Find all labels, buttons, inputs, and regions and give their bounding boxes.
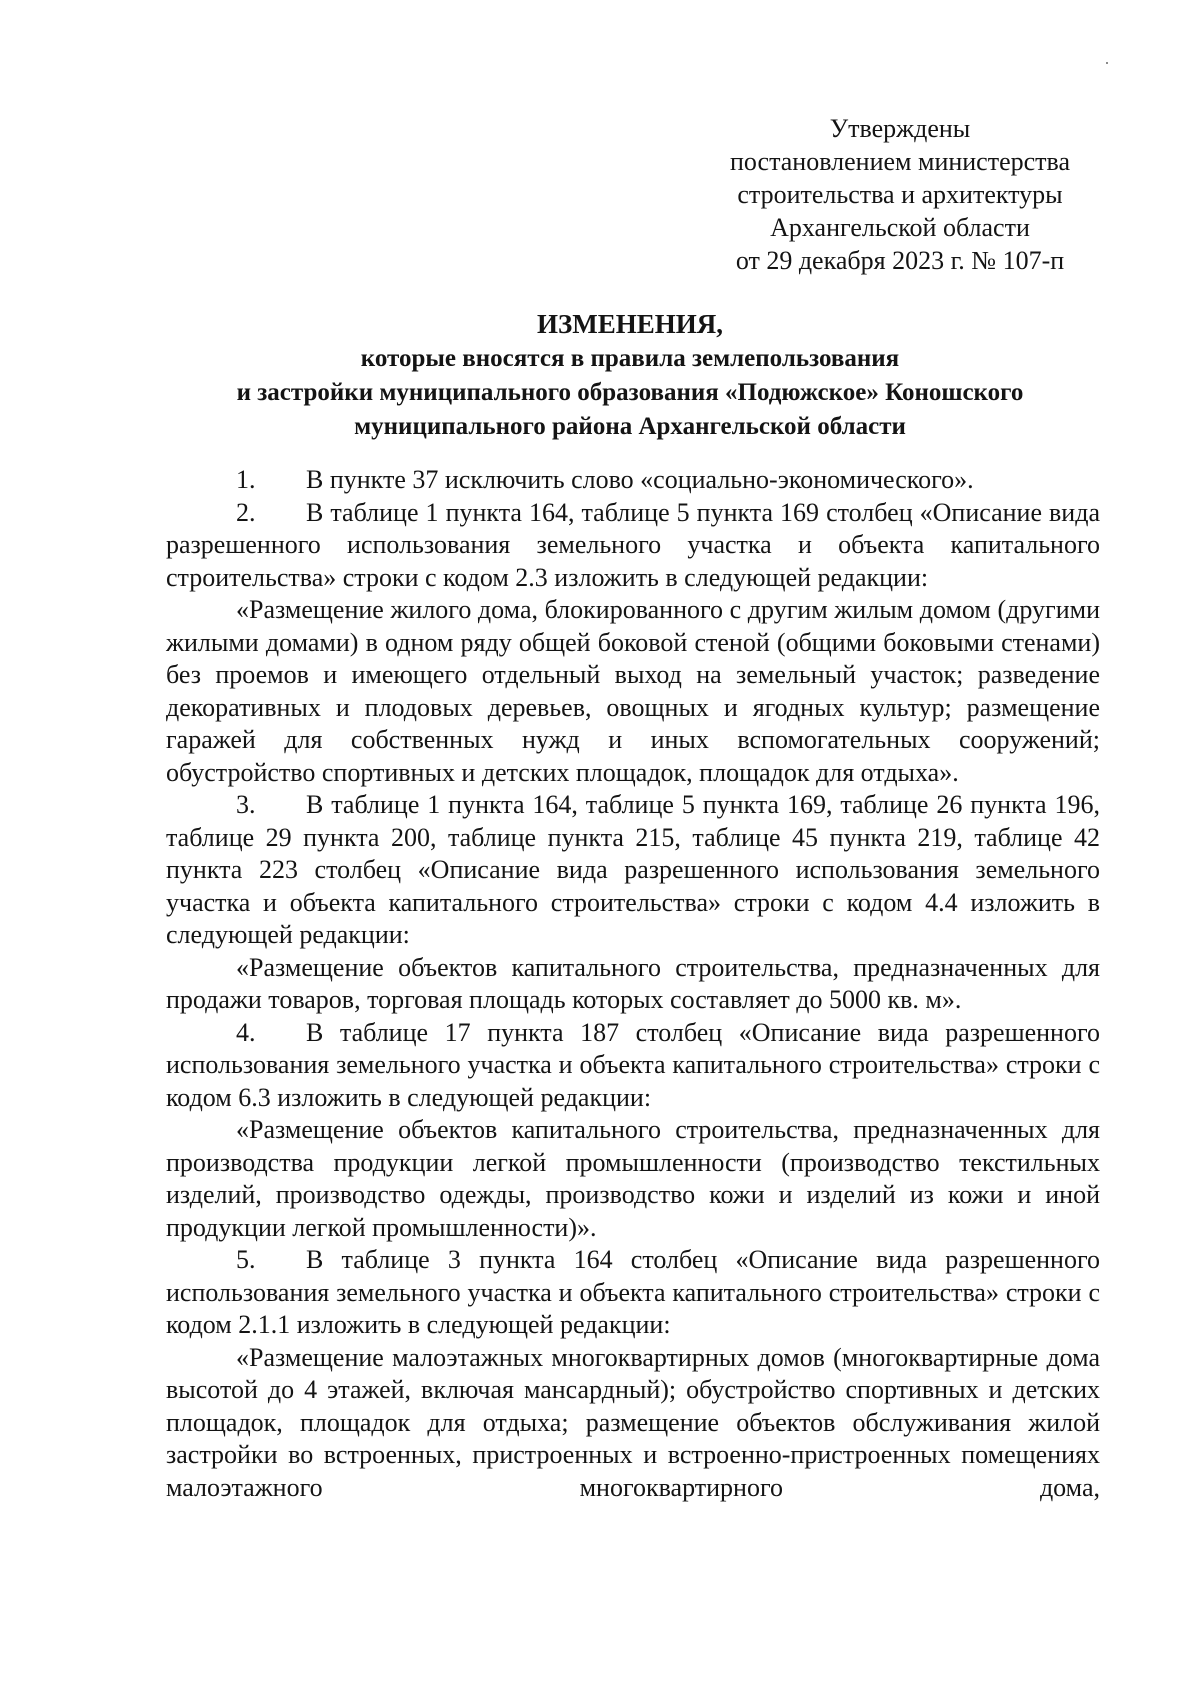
- item-4: [166, 1017, 1100, 1115]
- document-body: [166, 464, 1100, 1504]
- item-5-quote: «Размещение малоэтажных многоквартирных домов (многоквартирные дома высотой до 4 этажей, включая мансардный); обустройство спортивных и детских площадок, площадок для отдыха; размещение объектов обслуживания жилой застройки во встроенных, пристроенных и встроенно-пристроенных помещениях малоэтажного многоквартирного дома,: [166, 1342, 1100, 1502]
- item-number: 4.: [236, 1017, 256, 1047]
- item-1: [166, 464, 1100, 497]
- item-3-quote: «Размещение объектов капитального строительства, предназначенных для продажи товаров, торговая площадь которых составляет до 5000 кв. м».: [166, 952, 1100, 1014]
- item-text: В пункте 37 исключить слово «социально-экономического».: [306, 465, 974, 494]
- item-text: В таблице 3 пункта 164 столбец «Описание вида разрешенного использования земельного участка и объекта капитального строительства» строки с кодом 2.1.1 изложить в следующей редакции:: [166, 1245, 1100, 1339]
- approval-line: Архангельской области: [770, 213, 1030, 242]
- title-line: и застройки муниципального образования «Подюжское» Коношского: [236, 379, 1024, 406]
- item-2: [166, 497, 1100, 595]
- item-5: [166, 1244, 1100, 1342]
- item-text: В таблице 1 пункта 164, таблице 5 пункта 169 столбец «Описание вида разрешенного использования земельного участка и объекта капитального строительства» строки с кодом 2.3 изложить в следующей редакции:: [166, 497, 1100, 592]
- scan-speck: [1106, 62, 1108, 64]
- title-line: которые вносятся в правила землепользования: [360, 345, 900, 372]
- item-3: [166, 789, 1100, 952]
- item-number: 3.: [236, 790, 256, 819]
- item-2-quote: «Размещение жилого дома, блокированного с другим жилым домом (другими жилыми домами) в одном ряду общей боковой стеной (общими боковыми стенами) без проемов и имеющего отдельный выход на земельный участок; разведение декоративных и плодовых деревьев, овощных и ягодных культур; размещение гаражей для собственных нужд и иных вспомогательных сооружений; обустройство спортивных и детских площадок, площадок для отдыха».: [166, 595, 1100, 787]
- approval-block: [700, 112, 1100, 277]
- approval-line: Утверждены: [829, 114, 971, 143]
- item-number: 5.: [236, 1245, 256, 1274]
- item-text: В таблице 17 пункта 187 столбец «Описание вида разрешенного использования земельного участка и объекта капитального строительства» строки с кодом 6.3 изложить в следующей редакции:: [166, 1017, 1100, 1112]
- item-text: В таблице 1 пункта 164, таблице 5 пункта 169, таблице 26 пункта 196, таблице 29 пункта 200, таблице пункта 215, таблице 45 пункта 219, таблице 42 пункта 223 столбец «Описание вида разрешенного использования земельного участка и объекта капитального строительства» строки с кодом 4.4 изложить в следующей редакции:: [166, 790, 1100, 949]
- item-number: 1.: [236, 465, 256, 494]
- item-number: 2.: [236, 497, 256, 527]
- document-title: [160, 306, 1100, 444]
- title-heading: ИЗМЕНЕНИЯ,: [536, 309, 723, 339]
- approval-line: строительства и архитектуры: [737, 180, 1063, 209]
- approval-line: постановлением министерства: [729, 147, 1071, 176]
- approval-date-line: от 29 декабря 2023 г. № 107-п: [735, 246, 1065, 275]
- item-4-quote: «Размещение объектов капитального строительства, предназначенных для производства продукции легкой промышленности (производство текстильных изделий, производство одежды, производство кожи и изделий из кожи и иной продукции легкой промышленности)».: [166, 1115, 1100, 1242]
- title-line: муниципального района Архангельской области: [354, 413, 906, 440]
